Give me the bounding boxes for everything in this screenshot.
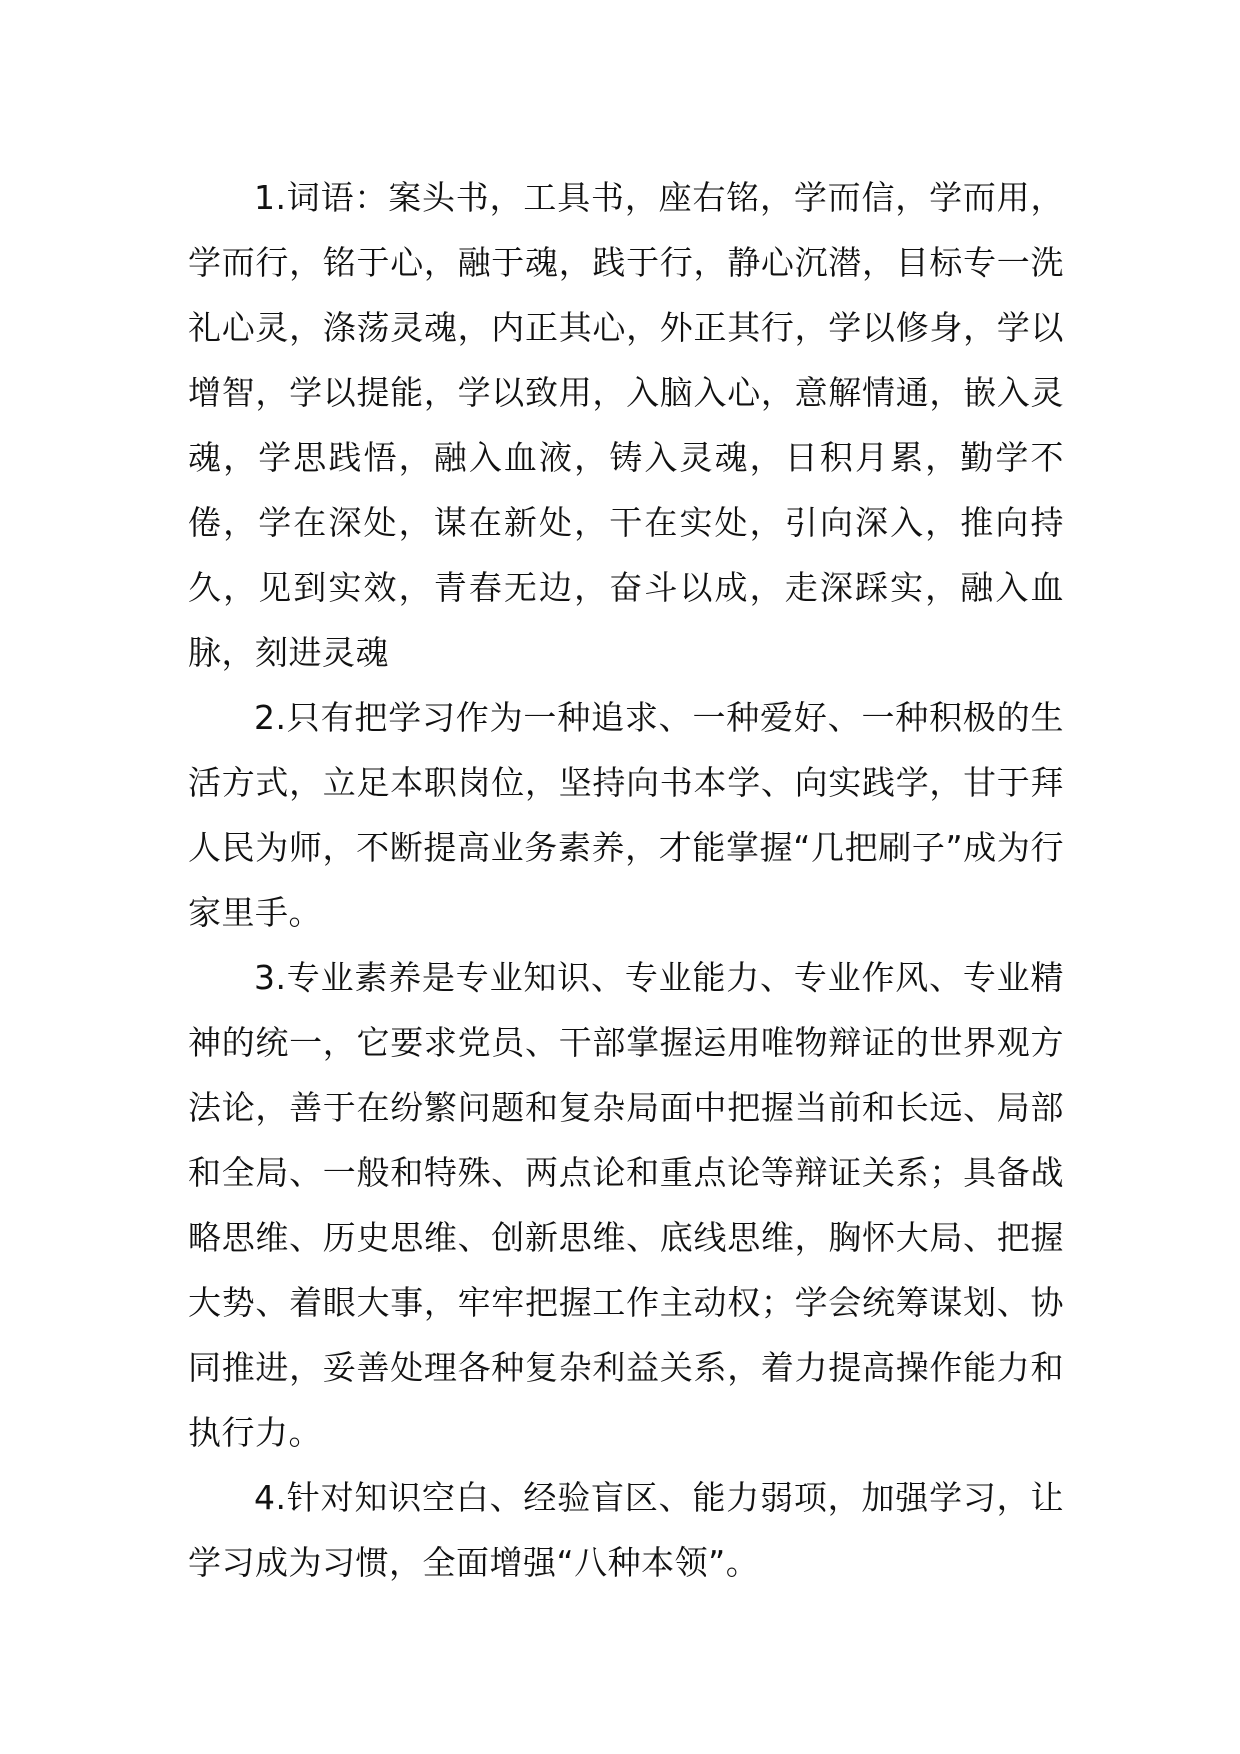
paragraph-2: 2.只有把学习作为一种追求、一种爱好、一种积极的生活方式，立足本职岗位，坚持向书本学、向实践学，甘于拜人民为师，不断提高业务素养，才能掌握“几把刷子”成为行家里手。 (188, 698, 1064, 932)
paragraph-4: 4.针对知识空白、经验盲区、能力弱项，加强学习，让学习成为习惯，全面增强“八种本领”。 (188, 1478, 1064, 1582)
paragraph-3: 3.专业素养是专业知识、专业能力、专业作风、专业精神的统一，它要求党员、干部掌握运用唯物辩证的世界观方法论，善于在纷繁问题和复杂局面中把握当前和长远、局部和全局、一般和特殊、两点论和重点论等辩证关系；具备战略思维、历史思维、创新思维、底线思维，胸怀大局、把握大势、着眼大事，牢牢把握工作主动权；学会统筹谋划、协同推进，妥善处理各种复杂利益关系，着力提高操作能力和执行力。 (188, 958, 1064, 1452)
paragraph-1-word-list: 1.词语：案头书，工具书，座右铭，学而信，学而用，学而行，铭于心，融于魂，践于行，静心沉潜，目标专一洗礼心灵，涤荡灵魂，内正其心，外正其行，学以修身，学以增智，学以提能，学以致用，入脑入心，意解情通，嵌入灵魂，学思践悟，融入血液，铸入灵魂，日积月累，勤学不倦，学在深处，谋在新处，干在实处，引向深入，推向持久，见到实效，青春无边，奋斗以成，走深踩实，融入血脉，刻进灵魂 (188, 178, 1064, 672)
document-body (188, 165, 1064, 1595)
